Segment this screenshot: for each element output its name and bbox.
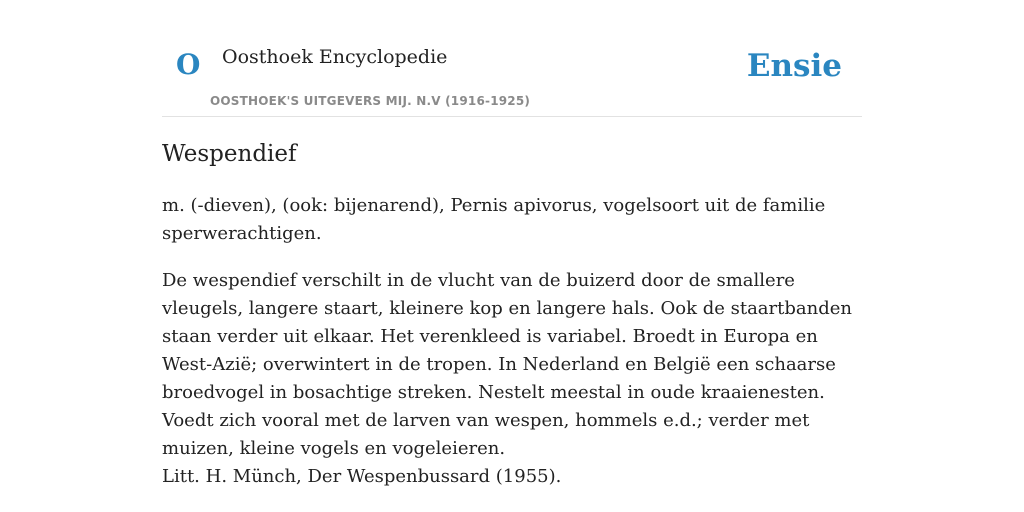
encyclopedia-page — [162, 0, 862, 487]
source-logo-icon[interactable]: O — [176, 48, 201, 81]
entry-literature: Litt. H. Münch, Der Wespenbussard (1955). — [162, 466, 562, 487]
publisher-label: OOSTHOEK'S UITGEVERS MIJ. N.V (1916-1925) — [210, 94, 531, 108]
entry-description: De wespendief verschilt in de vlucht van de buizerd door de smallere vleugels, langere staart, kleinere kop en langere hals. Ook de staartbanden staan verder uit elkaar. Het verenkleed is variabel. Broedt in Europa en West-Azië; overwintert in de tropen. In Nederland en België een schaarse broedvogel in bosachtige streken. Nestelt meestal in oude kraaienesten. Voedt zich vooral met de larven van wespen, hommels e.d.; verder met muizen, kleine vogels en vogeleieren. — [162, 270, 852, 459]
source-title-link[interactable]: Oosthoek Encyclopedie — [222, 46, 448, 68]
entry-title: Wespendief — [162, 141, 297, 167]
ensie-logo-link[interactable]: Ensie — [746, 48, 842, 84]
source-header — [162, 0, 862, 117]
entry-definition: m. (-dieven), (ook: bijenarend), Pernis apivorus, vogelsoort uit de familie sperwerachtigen. — [162, 195, 826, 244]
